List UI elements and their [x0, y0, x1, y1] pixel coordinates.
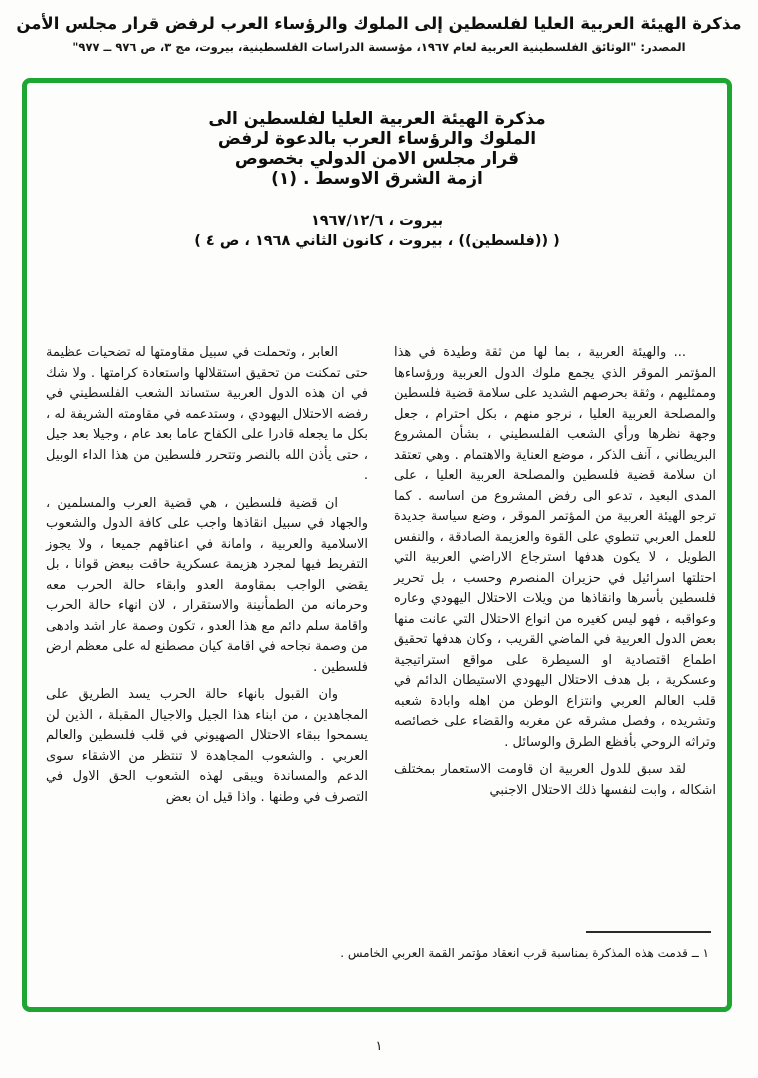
document-date-block [27, 211, 727, 251]
document-title-block [27, 109, 727, 189]
document-source-line: المصدر: "الوثائق الفلسطينية العربية لعام ١٩٦٧، مؤسسة الدراسات الفلسطينية، بيروت، مج ٣، ص ٩٧٦ ــ ٩٧٧" [72, 40, 686, 54]
footnote-divider [586, 931, 711, 933]
paragraph: ... والهيئة العربية ، بما لها من ثقة وطيدة في هذا المؤتمر الموقر الذي يجمع ملوك الدول العربية ورؤساءها وممثليهم ، وثقة بحرصهم الشديد على سلامة قضية فلسطين والمصلحة العربية العليا ، نرجو منهم ، بكل احترام ، جعل وجهة نظرها ورأي الشعب الفلسطيني ، بشأن المشروع البريطاني ، آنف الذكر ، موضع العناية والاهتمام . وهي تعتقد ان سلامة قضية فلسطين والمصلحة العربية العليا ، على المدى البعيد ، تدعو الى رفض المشروع من اساسه . كما ترجو الهيئة العربية من المؤتمر الموقر ، وضع سياسة جديدة للعمل العربي تنطوي على القوة والعزيمة الصادقة ، والنفس الطويل ، لا يكون هدفها استرجاع الاراضي العربية التي احتلتها اسرائيل في حزيران المنصرم وحسب ، بل تحرير فلسطين بأسرها وانقاذها من ويلات الاحتلال اليهودي وعاره وعواقبه ، فهو ليس كغيره من انواع الاحتلال التي عانت منها بعض الدول العربية في الماضي القريب ، وكان هدفها تحقيق اطماع اقتصادية او السيطرة على مواقع استراتيجية وعسكرية ، بل هدف الاحتلال اليهودي الاستيطان الدائم في قلب العالم العربي وانتزاع الوطن من اهله وابادة شعبه وتشريده ، وفصل مشرقه عن مغربه والقضاء على خصائصه وتراثه الروحي بأفظع الطرق والوسائل . [394, 345, 716, 750]
column-left [46, 343, 368, 815]
paragraph: العابر ، وتحملت في سبيل مقاومتها له تضحيات عظيمة حتى تمكنت من تحقيق استقلالها واستعادة كرامتها . ولا شك في ان هذه الدول العربية ستساند الشعب الفلسطيني في رفضه الاحتلال اليهودي ، وستدعمه في مقاومته الشريفة له ، بكل ما يجعله قادرا على الكفاح عاما بعد عام ، وجيلا بعد جيل ، حتى يأذن الله بالنصر وتتحرر فلسطين من هذا الداء الوبيل . [46, 345, 368, 483]
footnote-text: ١ ــ قدمت هذه المذكرة بمناسبة قرب انعقاد مؤتمر القمة العربي الخامس . [340, 946, 709, 960]
page-number: ١ [375, 1039, 383, 1054]
paragraph: ان قضية فلسطين ، هي قضية العرب والمسلمين ، والجهاد في سبيل انقاذها واجب على كافة الدول والشعوب الاسلامية والعربية ، وامانة في اعناقهم جميعا ، ولا يجوز التفريط فيها لمجرد هزيمة عسكرية حاقت ببعض قوانا ، بل يقضي الواجب بمقاومة العدو وابقاء حالة الحرب معه وحرمانه من الطمأنينة والاستقرار ، لان انهاء حالة الحرب واقامة سلم دائم مع هذا العدو ، تكون وصمة عار اشد وادهى من وصمة نجاحه في اقامة كيان مصطنع له على معظم ارض فلسطين . [46, 495, 368, 675]
title-line-1: مذكرة الهيئة العربية العليا لفلسطين الى [208, 109, 546, 129]
publication-line: ( ((فلسطين)) ، بيروت ، كانون الثاني ١٩٦٨ ، ص ٤ ) [194, 233, 560, 249]
page-header [0, 12, 758, 55]
date-line: بيروت ، ١٩٦٧/١٢/٦ [310, 213, 444, 229]
footnote-area [43, 931, 711, 961]
document-header-title: مذكرة الهيئة العربية العليا لفلسطين إلى الملوك والرؤساء العرب لرفض قرار مجلس الأمن [16, 14, 742, 33]
title-line-2: الملوك والرؤساء العرب بالدعوة لرفض [217, 129, 537, 149]
title-line-3: قرار مجلس الامن الدولي بخصوص [234, 149, 520, 169]
body-columns [27, 343, 727, 815]
paragraph: لقد سبق للدول العربية ان قاومت الاستعمار بمختلف اشكاله ، وابت لنفسها ذلك الاحتلال الاجنبي [394, 762, 716, 798]
column-right [394, 343, 716, 815]
title-line-4: ازمة الشرق الاوسط . (١) [271, 169, 483, 189]
paragraph: وان القبول بانهاء حالة الحرب يسد الطريق على المجاهدين ، من ابناء هذا الجيل والاجيال المقبلة ، الذين لن يسمحوا ببقاء الاحتلال الصهيوني في قلب فلسطين والعالم العربي . والشعوب المجاهدة لا تنتظر من الاشقاء سوى الدعم والمساندة ويبقى لهذه الشعوب الحق الاول في التصرف في وطنها . واذا قيل ان بعض [46, 687, 368, 805]
document-border [22, 78, 732, 1012]
